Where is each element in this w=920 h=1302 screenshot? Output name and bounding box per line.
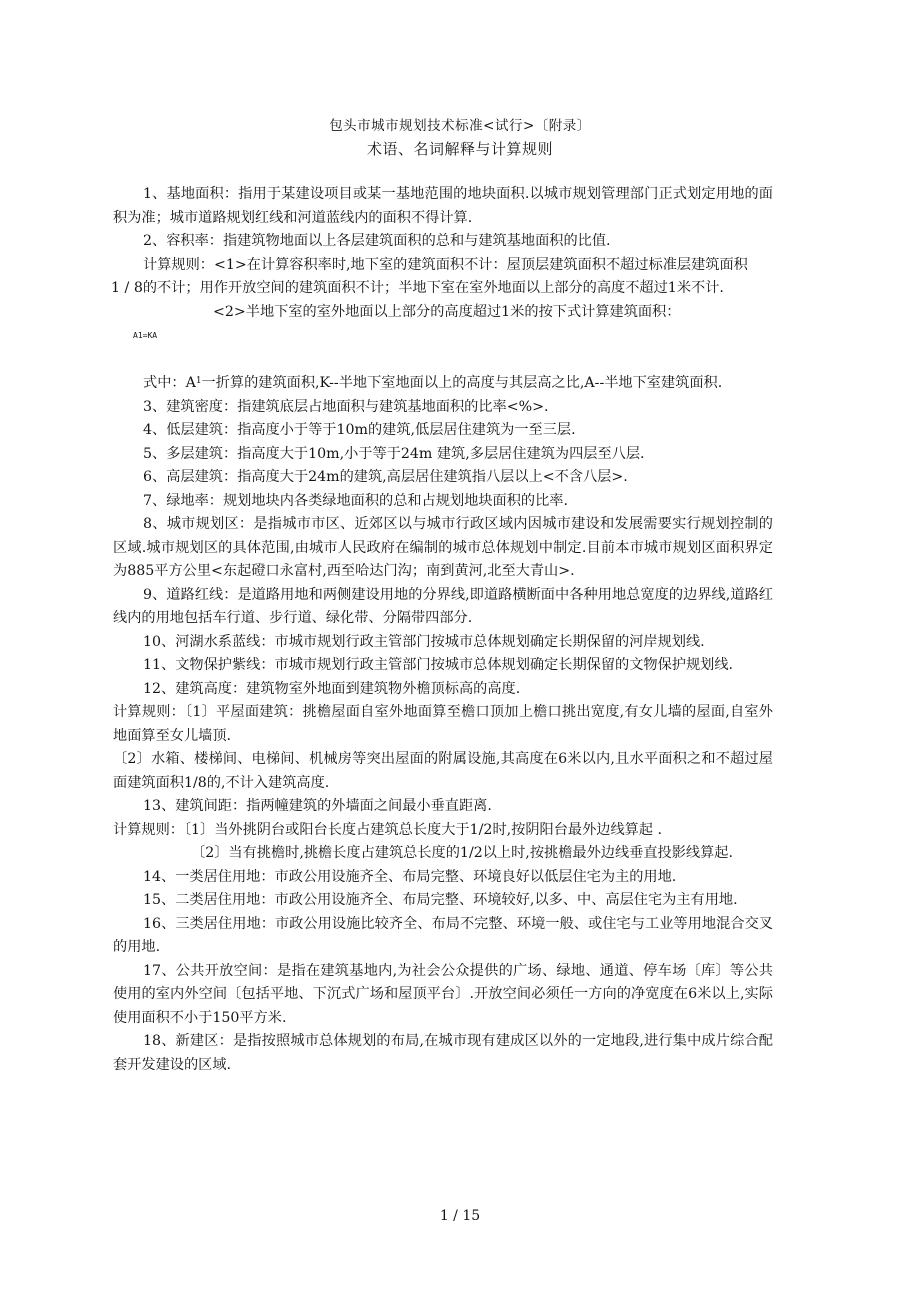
paragraph-9: 5、多层建筑：指高度大于10m,小于等于24m 建筑,多层居住建筑为四层至八层. (143, 445, 645, 462)
paragraph-22: 14、一类居住用地：市政公用设施齐全、布局完整、环境良好以低层住宅为主的用地. (143, 868, 677, 885)
document-title: 包头市城市规划技术标准<试行>〔附录〕 (329, 118, 591, 134)
paragraph-10: 6、高层建筑：指高度大于24m的建筑,高层居住建筑指八层以上<不含八层>. (143, 469, 628, 485)
paragraph-18: 〔2〕水箱、楼梯间、电梯间、机械房等突出屋面的附属设施,其高度在6米以内,且水平面积之和不超过屋面建筑面积1/8的,不计入建筑高度. (113, 751, 773, 791)
paragraph-3: 计算规则：<1>在计算容积率时,地下室的建筑面积不计：屋顶层建筑面积不超过标准层建筑面积 (143, 256, 748, 273)
paragraph-17: 计算规则：〔1〕平屋面建筑：挑檐屋面自室外地面算至檐口顶加上檐口挑出宽度,有女儿墙的屋面,自室外地面算至女儿墙顶. (113, 704, 773, 744)
paragraph-8: 4、低层建筑：指高度小于等于10m的建筑,低层居住建筑为一至三层. (143, 422, 576, 438)
paragraph-26: 18、新建区：是指按照城市总体规划的布局,在城市现有建成区以外的一定地段,进行集中成片综合配套开发建设的区域. (113, 1033, 773, 1073)
paragraph-6-start: 式中：A (143, 375, 196, 391)
paragraph-19: 13、建筑间距：指两幢建筑的外墙面之间最小垂直距离. (143, 798, 492, 814)
paragraph-12: 8、城市规划区：是指城市市区、近郊区以与城市行政区域内因城市建设和发展需要实行规划控制的区域.城市规划区的具体范围,由城市人民政府在编制的城市总体规划中制定.目前本市城市规划区面积界定为885平方公里<东起磴口永富村,西至哈达门沟；南到黄河,北至大青山>. (113, 516, 773, 579)
paragraph-11: 7、绿地率：规划地块内各类绿地面积的总和占规划地块面积的比率. (143, 492, 568, 509)
paragraph-13: 9、道路红线：是道路用地和两侧建设用地的分界线,即道路横断面中各种用地总宽度的边界线,道路红线内的用地包括车行道、步行道、绿化带、分隔带四部分. (113, 586, 773, 626)
paragraph-6 (113, 372, 773, 396)
paragraph-5: <2>半地下室的室外地面以上部分的高度超过1米的按下式计算建筑面积： (213, 303, 681, 320)
paragraph-14: 10、河湖水系蓝线：市城市规划行政主管部门按城市总体规划确定长期保留的河岸规划线. (143, 633, 705, 650)
paragraph-25: 17、公共开放空间：是指在建筑基地内,为社会公众提供的广场、绿地、通道、停车场〔库〕等公共使用的室内外空间〔包括平地、下沉式广场和屋顶平台〕.开放空间必须任一方向的净宽度在6米以上,实际使用面积不小于150平方米. (113, 962, 773, 1026)
paragraph-4: 1 / 8的不计；用作开放空间的建筑面积不计；半地下室在室外地面以上部分的高度不超过1米不计. (111, 280, 724, 296)
paragraph-6-rest: 一折算的建筑面积,K--半地下室地面以上的高度与其层高之比,A--半地下室建筑面积. (201, 375, 723, 391)
formula: A1=KA (133, 331, 158, 340)
page-number: 1 / 15 (439, 1208, 481, 1224)
paragraph-21: 〔2〕当有挑檐时,挑檐长度占建筑总长度的1/2以上时,按挑檐最外边线垂直投影线算起. (191, 845, 733, 861)
paragraph-20: 计算规则：〔1〕当外挑阴台或阳台长度占建筑总长度大于1/2时,按阴阳台最外边线算起 . (113, 821, 663, 838)
paragraph-24: 16、三类居住用地：市政公用设施比较齐全、布局不完整、环境一般、或住宅与工业等用地混合交叉的用地. (113, 915, 773, 955)
paragraph-15: 11、文物保护紫线：市城市规划行政主管部门按城市总体规划确定长期保留的文物保护规划线. (143, 657, 734, 673)
paragraph-2: 2、容积率：指建筑物地面以上各层建筑面积的总和与建筑基地面积的比值. (143, 233, 611, 249)
paragraph-1: 1、基地面积：指用于某建设项目或某一基地范围的地块面积.以城市规划管理部门正式划定用地的面积为准；城市道路规划红线和河道蓝线内的面积不得计算. (113, 186, 773, 226)
document-body (113, 183, 773, 1077)
paragraph-16: 12、建筑高度：建筑物室外地面到建筑物外檐顶标高的高度. (143, 680, 521, 697)
document-subtitle: 术语、名词解释与计算规则 (366, 140, 553, 158)
paragraph-23: 15、二类居住用地：市政公用设施齐全、布局完整、环境较好,以多、中、高层住宅为主有用地. (143, 892, 738, 908)
paragraph-7: 3、建筑密度：指建筑底层占地面积与建筑基地面积的比率<%>. (143, 398, 549, 415)
superscript-1: 1 (195, 376, 202, 386)
